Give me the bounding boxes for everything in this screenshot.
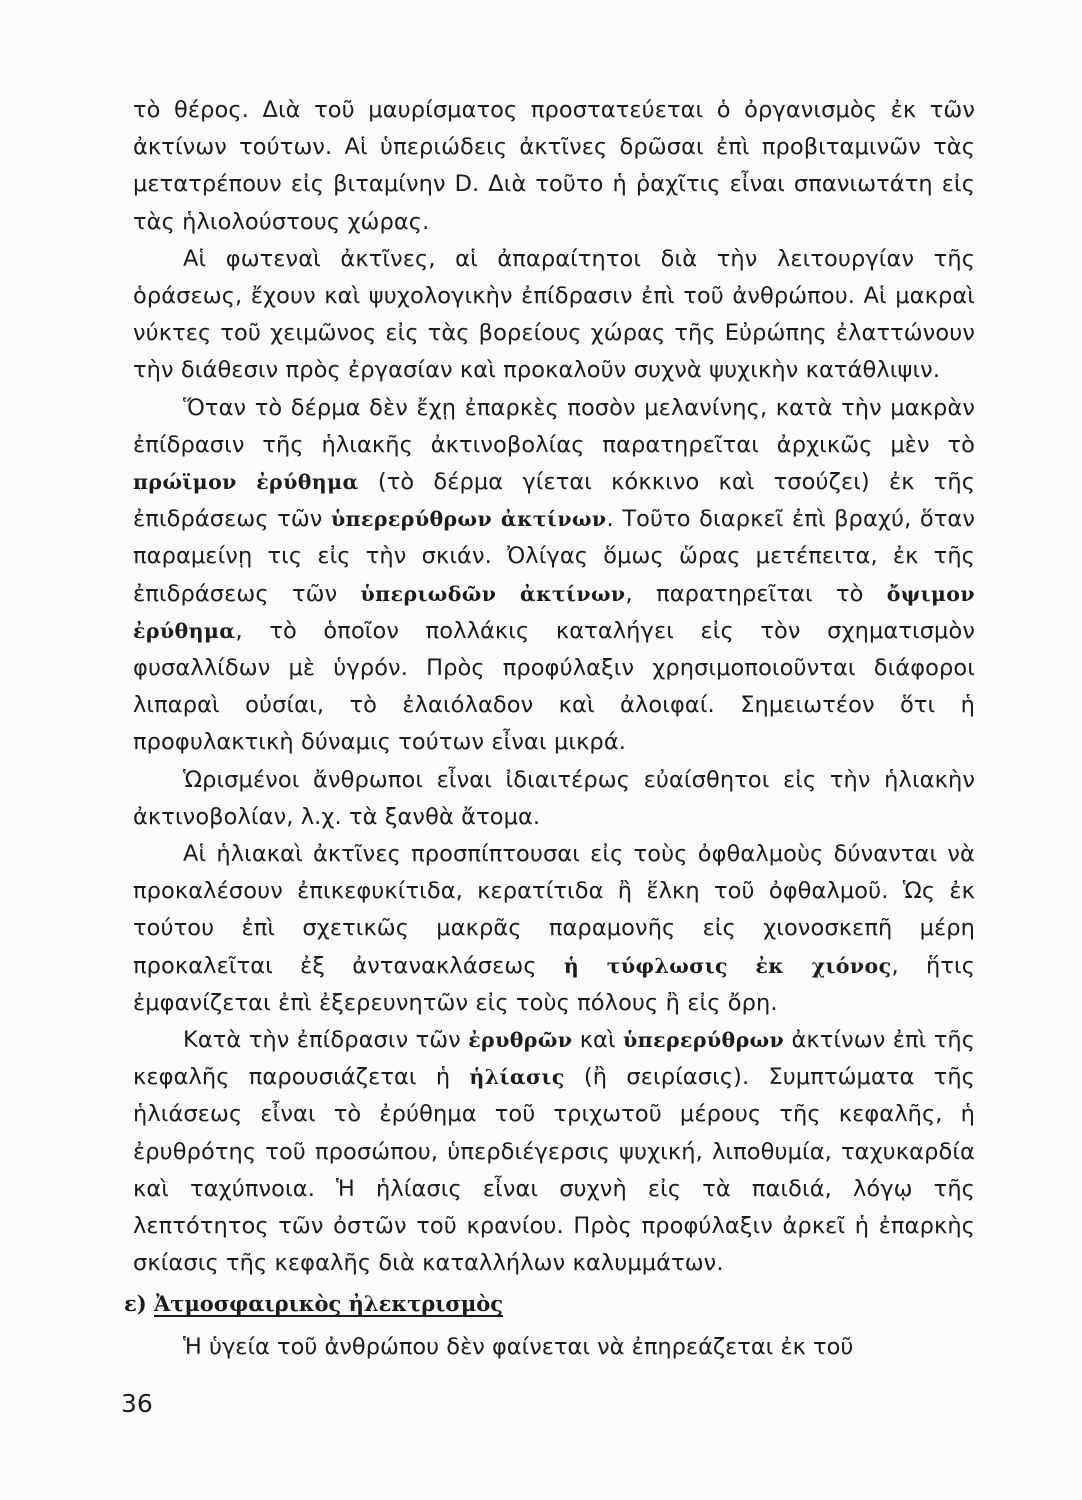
paragraph-3 bbox=[133, 390, 975, 762]
body-text-continued bbox=[133, 1329, 975, 1366]
section-heading bbox=[124, 1285, 984, 1322]
text-run: , τὸ ὁποῖον πολλάκις καταλήγει εἰς τὸν σχηματισμὸν φυσαλλίδων μὲ ὑγρόν. Πρὸς προφύλαξιν χρησιμοποιοῦνται διάφοροι λιπαραὶ οὐσίαι, τὸ ἐλαιόλαδον καὶ ἀλοιφαί. Σημειωτέον ὅτι ἡ προφυλακτικὴ δύναμις τούτων εἶναι μικρά. bbox=[133, 617, 975, 756]
text-run: Κατὰ τὴν ἐπίδρασιν τῶν bbox=[183, 1027, 469, 1054]
text-run: ἀκτίνων ἐπὶ τῆς κεφαλῆς παρουσιάζεται ἡ bbox=[133, 1027, 976, 1091]
text-run: καὶ bbox=[572, 1027, 624, 1054]
page-number: 36 bbox=[121, 1389, 153, 1418]
text-run: , παρατηρεῖται τὸ bbox=[625, 580, 887, 607]
paragraph-5 bbox=[133, 836, 975, 1022]
text-run: (τὸ δέρμα γίεται κόκκινο καὶ τσούζει) ἐκ τῆς ἐπιδράσεως τῶν bbox=[133, 469, 976, 533]
bold-term: πρώϊμον ἐρύθημα bbox=[133, 470, 359, 495]
body-text bbox=[133, 92, 975, 1283]
section-title: Ἀτμοσφαιρικὸς ἠλεκτρισμὸς bbox=[154, 1291, 503, 1316]
bold-term: ἡλίασις bbox=[469, 1065, 565, 1090]
bold-term: ὑπερερύθρων bbox=[623, 1028, 785, 1053]
text-run: . Τοῦτο διαρκεῖ ἐπὶ βραχύ, ὅταν παραμείνῃ τις εἰς τὴν σκιάν. Ὀλίγας ὅμως ὥρας μετέπειτα, ἐκ τῆς ἐπιδράσεως τῶν bbox=[133, 506, 975, 607]
text-run: , ἥτις ἐμφανίζεται ἐπὶ ἐξερευνητῶν εἰς τοὺς πόλους ἢ εἰς ὄρη. bbox=[133, 952, 975, 1016]
bold-term: ὑπερερύθρων ἀκτίνων bbox=[331, 507, 607, 532]
paragraph-2: Αἱ φωτεναὶ ἀκτῖνες, αἱ ἀπαραίτητοι διὰ τὴν λειτουργίαν τῆς ὁράσεως, ἔχουν καὶ ψυχολογικὴν ἐπίδρασιν ἐπὶ τοῦ ἀνθρώπου. Αἱ μακραὶ νύκτες τοῦ χειμῶνος εἰς τὰς βορείους χώρας τῆς Εὐρώπης ἐλαττώνουν τὴν διάθεσιν πρὸς ἐργασίαν καὶ προκαλοῦν συχνὰ ψυχικὴν κατάθλιψιν. bbox=[133, 245, 975, 384]
bold-term: ἐρυθρῶν bbox=[468, 1028, 573, 1053]
paragraph-6 bbox=[133, 1022, 975, 1282]
section-letter: ε) bbox=[124, 1291, 155, 1316]
text-run: Ὅταν τὸ δέρμα δὲν ἔχῃ ἐπαρκὲς ποσὸν μελανίνης, κατὰ τὴν μακρὰν ἐπίδρασιν τῆς ἡλιακῆς ἀκτινοβολίας παρατηρεῖται ἀρχικῶς μὲν τὸ bbox=[133, 394, 975, 458]
paragraph-7: Ἡ ὑγεία τοῦ ἀνθρώπου δὲν φαίνεται νὰ ἐπηρεάζεται ἐκ τοῦ bbox=[183, 1334, 854, 1360]
bold-term: ὑπεριωδῶν ἀκτίνων bbox=[360, 581, 626, 606]
paragraph-1: τὸ θέρος. Διὰ τοῦ μαυρίσματος προστατεύεται ὁ ὀργανισμὸς ἐκ τῶν ἀκτίνων τούτων. Αἱ ὑπεριώδεις ἀκτῖνες δρῶσαι ἐπὶ προβιταμινῶν τὰς μετατρέπουν εἰς βιταμίνην D. Διὰ τοῦτο ἡ ῥαχῖτις εἶναι σπανιωτάτη εἰς τὰς ἡλιολούστους χώρας. bbox=[133, 97, 975, 235]
text-run: Αἱ ἡλιακαὶ ἀκτῖνες προσπίπτουσαι εἰς τοὺς ὀφθαλμοὺς δύνανται νὰ προκαλέσουν ἐπικεφυκίτιδα, κερατίτιδα ἢ ἕλκη τοῦ ὀφθαλμοῦ. Ὡς ἐκ τούτου ἐπὶ σχετικῶς μακρᾶς παραμονῆς εἰς χιονοσκεπῆ μέρη προκαλεῖται ἐξ ἀντανακλάσεως bbox=[133, 841, 975, 979]
bold-term: ἡ τύφλωσις ἐκ χιόνος bbox=[563, 953, 892, 978]
text-run: (ἢ σειρίασις). Συμπτώματα τῆς ἡλιάσεως εἶναι τὸ ἐρύθημα τοῦ τριχωτοῦ μέρους τῆς κεφαλῆς, ἡ ἐρυθρότης τοῦ προσώπου, ὑπερδιέγερσις ψυχική, λιποθυμία, ταχυκαρδία καὶ ταχύπνοια. Ἡ ἡλίασις εἶναι συχνὴ εἰς τὰ παιδιά, λόγῳ τῆς λεπτότητος τῶν ὀστῶν τοῦ κρανίου. Πρὸς προφύλαξιν ἀρκεῖ ἡ ἐπαρκὴς σκίασις τῆς κεφαλῆς διὰ καταλλήλων καλυμμάτων. bbox=[133, 1064, 975, 1277]
paragraph-4: Ὡρισμένοι ἄνθρωποι εἶναι ἰδιαιτέρως εὐαίσθητοι εἰς τὴν ἡλιακὴν ἀκτινοβολίαν, λ.χ. τὰ ξανθὰ ἄτομα. bbox=[133, 766, 975, 830]
bold-term: ὄψιμον ἐρύθημα bbox=[133, 581, 975, 643]
